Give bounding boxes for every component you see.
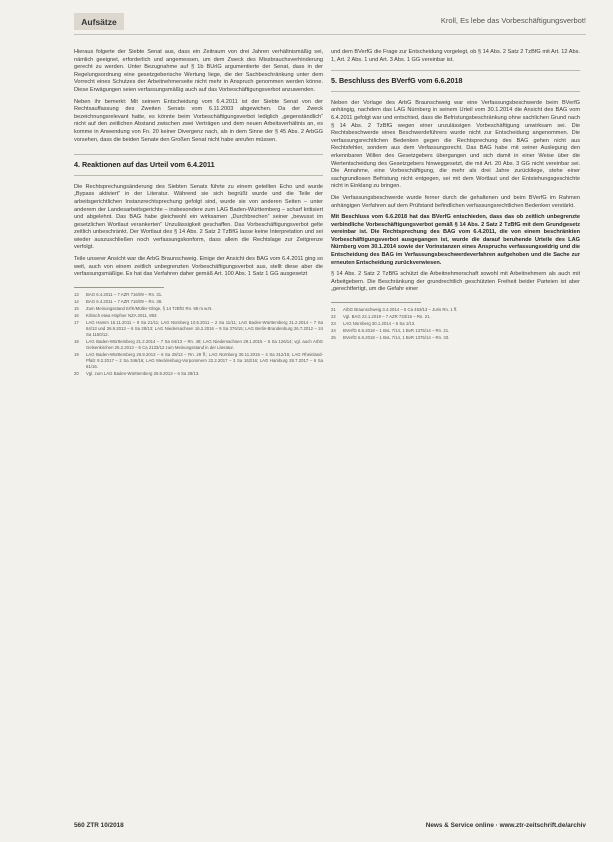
footnote-number: 13 [74,291,79,297]
footnote [74,352,323,370]
section-heading: 4. Reaktionen auf das Urteil vom 6.4.2011 [74,154,323,176]
footnote-text: BAG 6.4.2011 – 7 AZR 716/09 – Rn. 38. [86,298,163,304]
footnote-text: LAG Nürnberg 30.1.2014 – 5 Sa 1/13. [343,321,416,327]
footnote-number: 19 [74,351,79,357]
footnote-text: BVerfG 6.6.2018 – 1 BvL 7/14, 1 BvR 1375/14 – Rn. 33. [343,335,450,341]
footnote-text: LAG Baden-Württemberg 21.2.2014 – 7 Sa 64/13 – Rn. 48; LAG Niedersachsen 29.1.2015 – 6 Sa 126/14; vgl. auch ArbG Gelsenkirchen 26.2.2013 – 5 Ca 2133/12 zum Meinungsstand in der Literatur. [86,338,323,350]
footnote-number: 18 [74,338,79,344]
left-column [74,49,323,378]
footnote-number: 21 [331,307,336,313]
footnote [331,328,580,334]
section-heading: 5. Beschluss des BVerfG vom 6.6.2018 [331,70,580,92]
footnote-text: Vgl. BAG 23.1.2019 – 7 AZR 733/16 – Rn. 21. [343,314,431,320]
footnote-number: 20 [74,370,79,376]
footnote [74,320,323,338]
page-number-journal: 560 ZTR 10/2018 [74,822,124,829]
footnote [74,306,323,312]
paragraph: Die Verfassungsbeschwerde wurde ferner durch die gehaltenen und beim BVerfG im Rahmen anhängigen Verfahren auf dem Prüfstand befindlichen verfassungsrechtlichen Bedenken verstärkt. [331,194,580,209]
footnote [331,321,580,327]
footnote-number: 17 [74,319,79,325]
footnote-text: LAG Baden-Württemberg 26.9.2013 – 6 Sa 28/13 – Rn. 29 ff.; LAG Nürnberg 30.11.2015 – 4 Sa 312/15; LAG Rheinland-Pfalz 9.2.2017 – 2 Sa 346/16; LAG Mecklenburg-Vorpommern 22.2.2017 – 3 Sa 162/16; LAG Hamburg 28.7.2017 – 6 Sa 61/16. [86,351,323,369]
footnote-text: ArbG Braunschweig 3.4.2014 – 5 Ca 463/13 – Juris Rn. 1 ff. [343,307,458,313]
paragraph: Hieraus folgerte der Siebte Senat aus, dass ein Zeitraum von drei Jahren verhältnismäßig sei, nämlich geeignet, erforderlich und angemessen, um dem Zweck des Missbrauchsverhinderung gerecht zu werden. Unter Bezugnahme auf § 1b BUrlG argumentierte der Senat, dass in der Regelungsordnung eine gesetzgeberische Wertung liege, die der Sachbeschränkung unter dem Vorrecht eines Schutzes der Arbeitnehmerseite nicht mehr in Anspruch genommen werden könne. Diese Erwägungen seien verfassungsmäßig auch auf das Vorbeschäftigungsverbot anzuwenden. [74,49,323,93]
header-divider [74,34,586,35]
running-title: Kroll, Es lebe das Vorbeschäftigungsverbot! [440,16,586,25]
footnote [74,313,323,319]
section-tag: Aufsätze [74,13,124,30]
paragraph: Die Rechtsprechungsänderung des Siebten Senats führte zu einem geteilten Echo und wurde „Bypass aktiviert“ in der Literatur. Während sie sich begrüßt wurde und die Teile der arbeitsgerichtlichen Instanzrechtsprechung gefolgt sind, wurde sie von anderen Seiten – unter anderem der Landesarbeitsgerichte – insbesondere zum LAG Baden-Württemberg – scharf kritisiert und abgelehnt. Das BAG habe gleichwohl ein wirksamen „Durchbrechen“ seiner „bewusst im gesetzlichen Wortlaut verankerten“ Unzulässigkeit geschaffen. Das Vorbeschäftigungsverbot gelte zeitlich unbeschränkt. Der Wortlaut des § 14 Abs. 2 Satz 2 TzBfG lasse keine Interpretation und sei wieder auszuschließen noch verfassungskonform, dass allein die Rechtslage zur Zeitgrenze verfolgt. [74,183,323,251]
footnote-text: LAG Hamm 15.11.2011 – 9 Sa 21/11; LAG Nürnberg 10.5.2011 – 2 Sa 11/11; LAG Baden-Württemberg 21.2.2014 – 7 Sa 64/13 und 26.9.2013 – 6 Sa 28/13; LAG Niedersachsen 16.2.2016 – 9 Sa 376/15; LAG Berlin-Brandenburg 26.7.2012 – 24 Sa 1150/12. [86,319,323,337]
paragraph: Teile unserer Ansicht war die ArbG Braunschweig. Einige der Ansicht des BAG vom 6.4.2011 ging so weit, auch von einem zeitlich unbegrenzten Vorbeschäftigungsverbot aus, stellt diese aber die verfassungsmäßige. Es hat das Verfahren daher gemäß Art. 100 Abs. 1 Satz 1 GG ausgesetzt [74,256,323,278]
footnote-text: Vgl. zum LAG Baden-Württemberg 26.9.2013 – 6 Sa 28/13. [86,370,200,376]
footnote [331,307,580,313]
paragraph: § 14 Abs. 2 Satz 2 TzBfG schützt die Arbeitnehmerschaft sowohl mit Arbeitnehmern als auch mit Arbeitgebern. Die Beschränkung der grundrechtlich geschützten Freiheit beider Parteien ist aber „gerechtfertigt, um die Gefahr einer [331,271,580,293]
footnote-number: 22 [331,314,336,320]
archive-link[interactable]: News & Service online · www.ztr-zeitschrift.de/archiv [425,822,586,829]
paragraph: und dem BVerfG die Frage zur Entscheidung vorgelegt, ob § 14 Abs. 2 Satz 2 TzBfG mit Art. 12 Abs. 1, Art. 2 Abs. 1 und Art. 3 Abs. 1 GG vereinbar ist. [331,49,580,63]
footnote-number: 23 [331,321,336,327]
footnote-divider [331,302,421,303]
footnote-text: Kritisch etwa Höpfner NZA 2011, 893. [86,312,158,318]
right-column [331,49,580,342]
footnote [74,339,323,351]
footnote-number: 24 [331,328,336,334]
footnote [74,292,323,298]
footnote-number: 15 [74,305,79,311]
footnote [74,371,323,377]
footnote-text: Zum Meinungsstand ErfK/Müller-Glöge, § 14 TzBfG Rn. 98 m.w.N. [86,305,213,311]
footnote-number: 14 [74,298,79,304]
paragraph-emphasis: Mit Beschluss vom 6.6.2018 hat das BVerfG entschieden, dass das ob zeitlich unbegrenzte verbindliche Vorbeschäftigungsverbot gemäß § 14 Abs. 2 Satz 2 TzBfG mit dem Grundgesetz vereinbar ist. Die Rechtsprechung des BAG vom 6.4.2011, die von einem beschränkten Vorbeschäftigungsverbot ausgegangen ist, wurde die darauf beruhende Urteile des LAG Nürnberg vom 30.1.2014 sowie der Vorinstanzen eines Anspruchs verfassungswidrig und die Entscheidung des BAG im Verfassungsbeschwerdeverfahren aufgehoben und die Sache zur erneuten Entscheidung zurückverwiesen. [331,214,580,266]
footnote-text: BVerfG 6.6.2018 – 1 BvL 7/14, 1 BvR 1375/14 – Rn. 21. [343,328,450,334]
footnote-divider [74,287,164,288]
footnote-number: 25 [331,335,336,341]
footnote [331,314,580,320]
paragraph: Neben der Vorlage des ArbG Braunschweig war eine Verfassungsbeschwerde beim BVerfG anhängig, nachdem das LAG Nürnberg in seinem Urteil vom 30.1.2014 die Ansicht des BAG vom 6.4.2011 gefolgt war und entschied, dass die Befristungsbeschränkung ohne sachlichen Grund nach § 14 Abs. 2 TzBfG wegen einer unzulässigen Vorbeschäftigung unwirksam sei. Die Rechtsbeschwerde eines Beschwerdeführers wurde nicht zur Entscheidung angenommen. Die verfassungsrechtlichen Bedenken gegen die Rechtsprechung des BAG gehen nicht aus Rechtsfehler, sondern aus dem Verfassungsrecht. Das BAG habe mit seiner Auslegung den erkennbaren Willen des Gesetzgebers übergangen und sich damit in einer Weise über die Wertentscheidung des Gesetzgebers hinweggesetzt, die mit Art. 20 Abs. 3 GG nicht vereinbar sei. Die Annahme, eine Vorbeschäftigung, die mehr als drei Jahre zurückliege, stehe einer sachgrundlosen Befristung nicht entgegen, sei mit dem Wortlaut und der Entstehungsgeschichte nicht in Einklang zu bringen. [331,99,580,190]
paragraph: Neben ihr bemerkt: Mit seinem Entscheidung vom 6.4.2011 ist der Siebte Senat von der Rechtsauffassung des Zweiten Senats vom 6.11.2003 abgewichen. Da der Zweck bezeichnungsrelevant hatte, es könnte beim Vorbeschäftigungsverbot lediglich „gegenständlich“ nicht auf den zeitlichen Abstand zwischen zwei Verträgen und dem neuen Arbeitsverhältnis an, es komme in Anwendung von Fn. 20 keiner Divergenz nach, als in dem Sinne der § 45 Abs. 2 ArbGG vorsehen, dass die beiden Senate den Großen Senat nicht habe anrufen müssen. [74,98,323,143]
footnote [74,299,323,305]
footnote-number: 16 [74,312,79,318]
footnote-text: BAG 6.4.2011 – 7 AZR 716/09 – Rn. 31. [86,291,163,297]
footnote [331,335,580,341]
